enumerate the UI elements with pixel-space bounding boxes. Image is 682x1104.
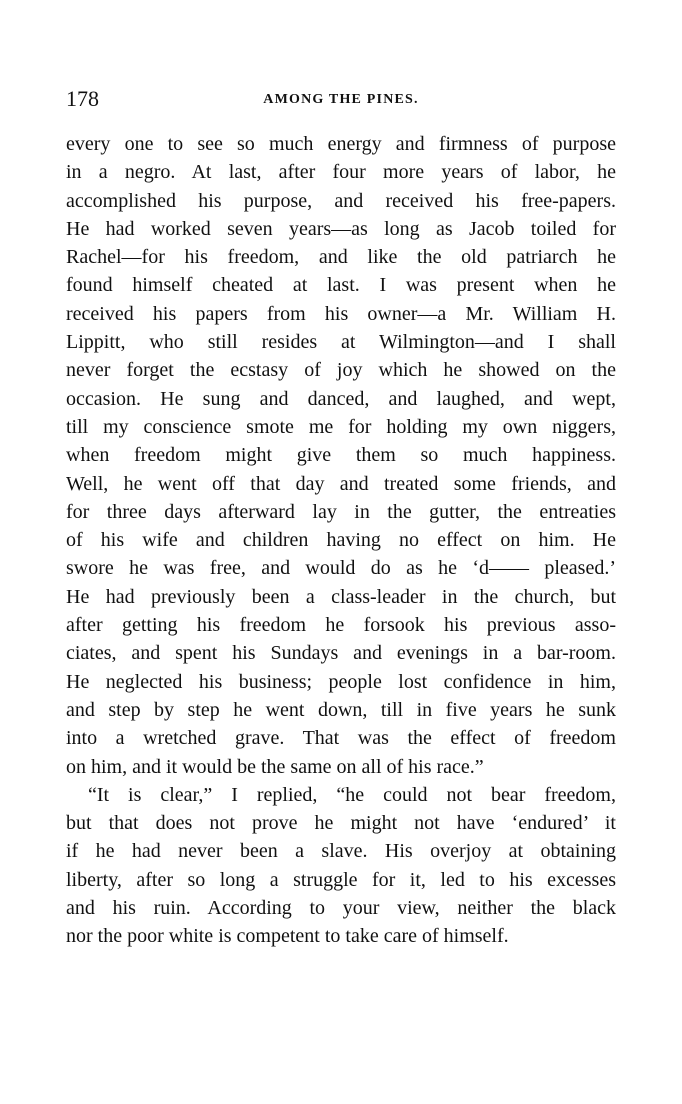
running-head: AMONG THE PINES. (263, 92, 419, 107)
text-line: into a wretched grave. That was the effect of freedom (66, 727, 616, 750)
text-line: if he had never been a slave. His overjoy at obtaining (66, 840, 616, 863)
page-number: 178 (66, 86, 99, 111)
text-line: in a negro. At last, after four more years of labor, he (66, 161, 616, 184)
text-line: liberty, after so long a struggle for it, led to his excesses (66, 868, 616, 891)
text-line: occasion. He sung and danced, and laughed, and wept, (66, 387, 616, 410)
text-line: till my conscience smote me for holding my own niggers, (66, 415, 616, 438)
text-line: He neglected his business; people lost confidence in him, (66, 670, 616, 693)
text-line: nor the poor white is competent to take care of himself. (66, 925, 509, 948)
text-line: and step by step he went down, till in five years he sunk (66, 698, 616, 721)
text-line: Lippitt, who still resides at Wilmington—and I shall (66, 331, 616, 354)
text-line: and his ruin. According to your view, neither the black (66, 897, 616, 920)
text-line: accomplished his purpose, and received his free-papers. (66, 189, 616, 212)
text-line: swore he was free, and would do as he ‘d—— pleased.’ (66, 557, 616, 580)
page-header (66, 84, 616, 114)
text-line: on him, and it would be the same on all of his race.” (66, 755, 484, 778)
text-line: received his papers from his owner—a Mr. William H. (66, 302, 616, 325)
text-line: after getting his freedom he forsook his previous asso- (66, 614, 616, 637)
text-line: for three days afterward lay in the gutter, the entreaties (66, 500, 616, 523)
text-line: when freedom might give them so much happiness. (66, 444, 616, 467)
text-line: but that does not prove he might not have ‘endured’ it (66, 812, 616, 835)
text-line: “It is clear,” I replied, “he could not bear freedom, (88, 783, 616, 806)
text-line: Rachel—for his freedom, and like the old patriarch he (66, 246, 616, 269)
body-text (66, 130, 616, 951)
text-line: He had worked seven years—as long as Jacob toiled for (66, 217, 616, 240)
text-line: ciates, and spent his Sundays and evenings in a bar-room. (66, 642, 616, 665)
text-line: He had previously been a class-leader in the church, but (66, 585, 616, 608)
text-line: found himself cheated at last. I was present when he (66, 274, 616, 297)
text-line: every one to see so much energy and firmness of purpose (66, 133, 616, 155)
text-line: Well, he went off that day and treated some friends, and (66, 472, 616, 495)
text-line: never forget the ecstasy of joy which he showed on the (66, 359, 616, 382)
text-line: of his wife and children having no effect on him. He (66, 529, 616, 552)
